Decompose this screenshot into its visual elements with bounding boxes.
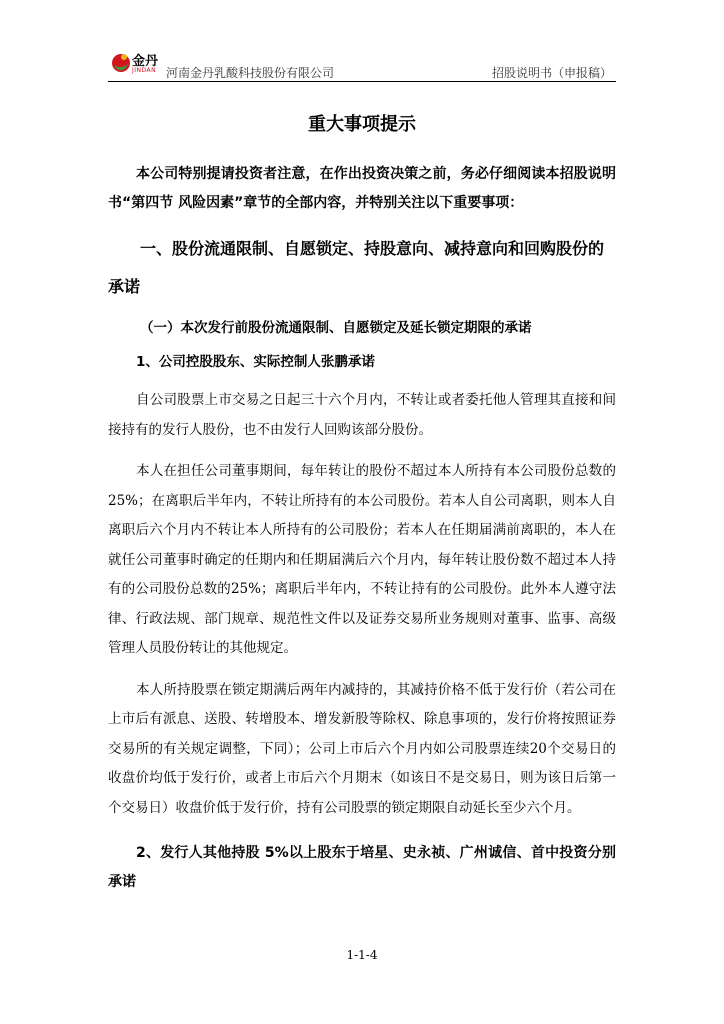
section-heading-1: 一、股份流通限制、自愿锁定、持股意向、减持意向和回购股份的承诺 — [108, 239, 605, 296]
company-name: 河南金丹乳酸科技股份有限公司 — [166, 66, 335, 80]
page-number: 1-1-4 — [346, 948, 378, 962]
logo-sub: JINDAN — [132, 67, 157, 74]
logo-name: 金丹 — [132, 54, 159, 69]
intro-paragraph: 本公司特别提请投资者注意，在作出投资决策之前，务必仔细阅读本招股说明书“第四节 风险因素”章节的全部内容，并特别关注以下重要事项： — [108, 166, 616, 211]
jindan-logo-icon — [110, 51, 132, 77]
page-body — [108, 100, 616, 897]
body-paragraph-2: 本人在担任公司董事期间，每年转让的股份不超过本人所持有本公司股份总数的25%；在离职后半年内，不转让所持有的本公司股份。若本人自公司离职，则本人自离职后六个月内不转让本人所持有的公司股份；若本人在任期届满前离职的，本人在就任公司董事时确定的任期内和任期届满后六个月内，每年转让股份数不超过本人持有的公司股份总数的25%；离职后半年内，不转让持有的公司股份。此外本人遵守法律、行政法规、部门规章、规范性文件以及证券交易所业务规则对董事、监事、高级管理人员股份转让的其他规定。 — [108, 463, 616, 656]
header-divider — [108, 81, 616, 82]
document-title: 招股说明书（申报稿） — [491, 66, 612, 80]
subsection-heading-1: （一）本次发行前股份流通限制、自愿锁定及延长锁定期限的承诺 — [140, 320, 532, 336]
body-paragraph-1: 自公司股票上市交易之日起三十六个月内，不转让或者委托他人管理其直接和间接持有的发行人股份，也不由发行人回购该部分股份。 — [108, 392, 616, 438]
page-title: 重大事项提示 — [308, 114, 416, 135]
body-paragraph-3: 本人所持股票在锁定期满后两年内减持的，其减持价格不低于发行价（若公司在上市后有派息、送股、转增股本、增发新股等除权、除息事项的，发行价将按照证券交易所的有关规定调整，下同）；公司上市后六个月内如公司股票连续20个交易日的收盘价均低于发行价，或者上市后六个月期末（如该日不是交易日，则为该日后第一个交易日）收盘价低于发行价，持有公司股票的锁定期限自动延长至少六个月。 — [108, 681, 616, 816]
item-heading-1: 1、公司控股股东、实际控制人张鹏承诺 — [136, 354, 375, 370]
page-header — [108, 46, 616, 82]
item-heading-2: 2、发行人其他持股 5%以上股东于培星、史永祯、广州诚信、首中投资分别承诺 — [108, 845, 616, 890]
